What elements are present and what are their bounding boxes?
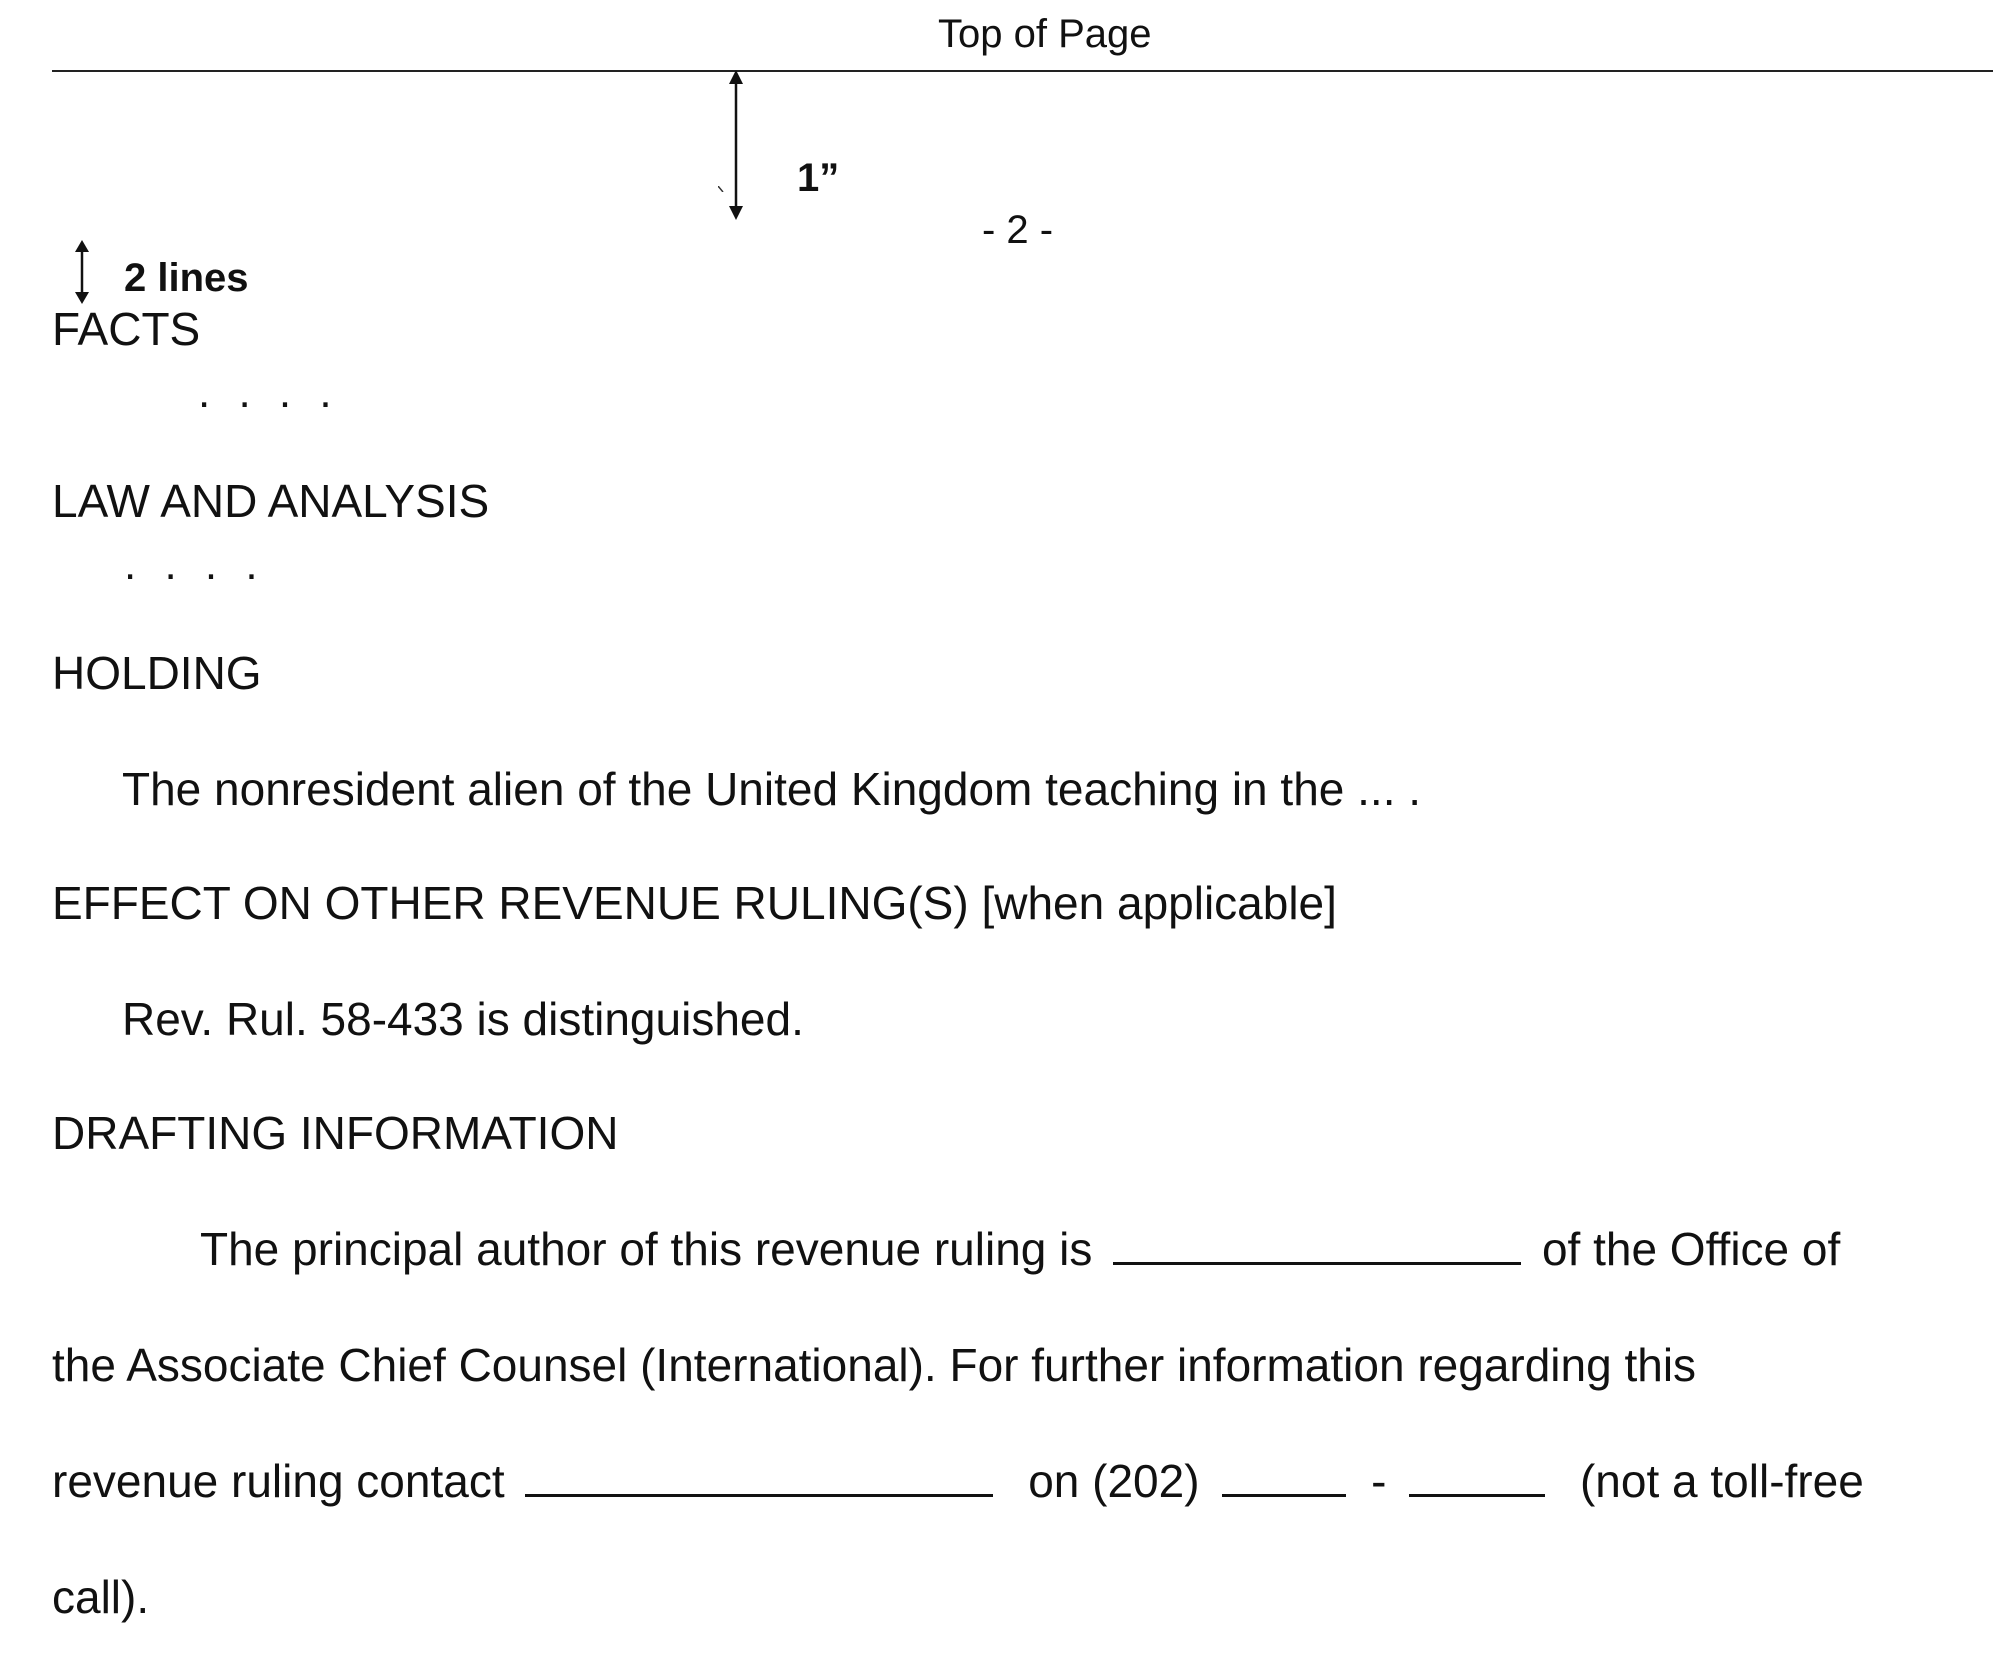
- top-of-page-label: Top of Page: [938, 12, 1152, 56]
- drafting-line-2: the Associate Chief Counsel (International). For further information regarding this: [52, 1339, 1697, 1391]
- drafting-line-3: [52, 1454, 1864, 1508]
- facts-placeholder: . . . .: [198, 368, 340, 417]
- margin-arrow-icon: [722, 70, 750, 220]
- author-name-blank[interactable]: [1113, 1261, 1521, 1265]
- effect-text: Rev. Rul. 58-433 is distinguished.: [122, 993, 804, 1045]
- effect-heading: EFFECT ON OTHER REVENUE RULING(S) [when applicable]: [52, 877, 1337, 929]
- stray-mark: [718, 186, 724, 192]
- law-analysis-heading: LAW AND ANALYSIS: [52, 475, 490, 527]
- holding-heading: HOLDING: [52, 647, 262, 699]
- drafting-line-4: call).: [52, 1571, 150, 1623]
- phone-dash: -: [1371, 1455, 1387, 1507]
- margin-size-label: 1”: [797, 156, 840, 200]
- drafting-line-1-start: The principal author of this revenue ruling is: [200, 1223, 1093, 1275]
- law-analysis-placeholder: . . . .: [124, 540, 266, 589]
- phone-number-blank[interactable]: [1409, 1493, 1545, 1497]
- phone-prefix: on (202): [1028, 1455, 1200, 1507]
- page-number: - 2 -: [982, 208, 1054, 252]
- contact-name-blank[interactable]: [525, 1493, 993, 1497]
- spacing-label: 2 lines: [124, 256, 249, 300]
- phone-exchange-blank[interactable]: [1222, 1493, 1346, 1497]
- drafting-line-1: [200, 1222, 1840, 1276]
- toll-free-note: (not a toll-free: [1579, 1455, 1864, 1507]
- drafting-heading: DRAFTING INFORMATION: [52, 1107, 619, 1159]
- two-lines-arrow-icon: [70, 240, 94, 304]
- drafting-line-1-end: of the Office of: [1541, 1223, 1841, 1275]
- top-of-page-rule: [52, 70, 1993, 72]
- holding-text: The nonresident alien of the United Kingdom teaching in the ... .: [122, 763, 1422, 815]
- contact-label: revenue ruling contact: [52, 1455, 505, 1507]
- facts-heading: FACTS: [52, 303, 201, 355]
